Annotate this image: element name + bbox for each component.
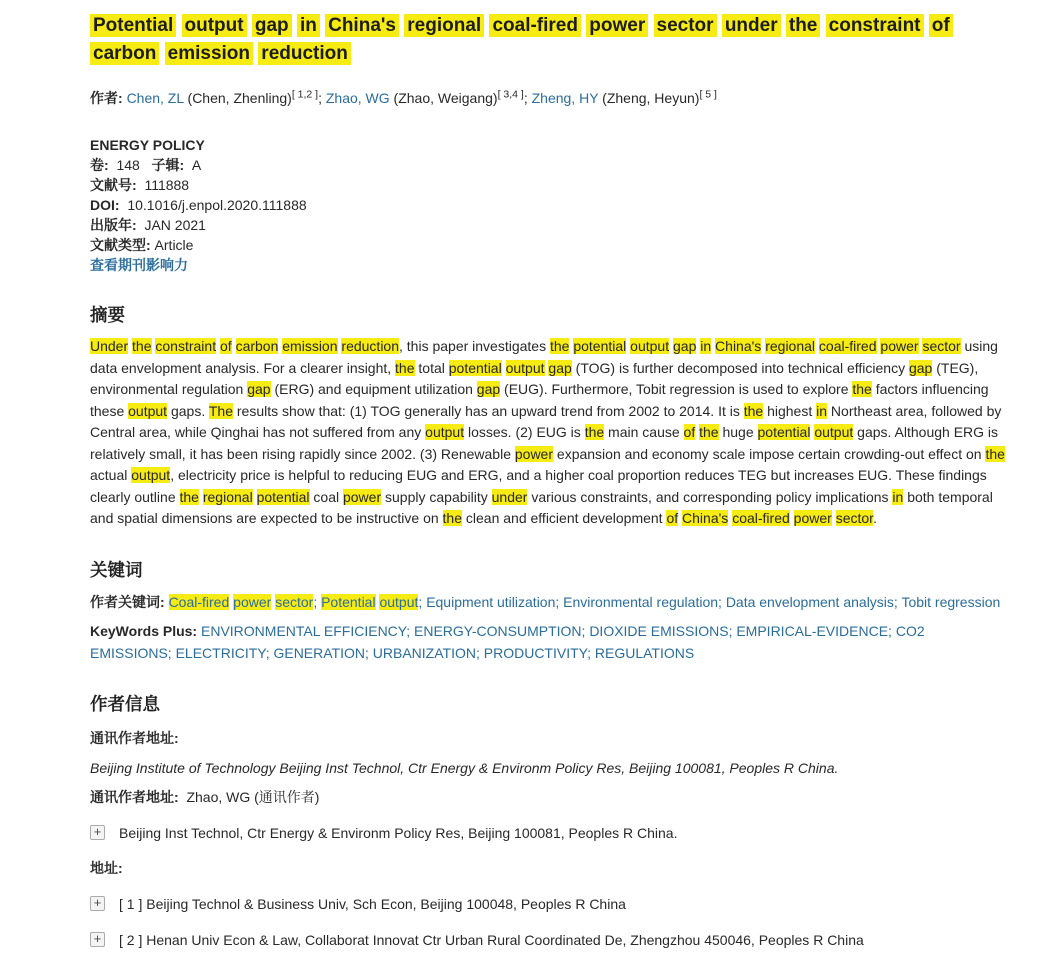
- link[interactable]: ;: [475, 644, 484, 661]
- link[interactable]: ;: [587, 644, 595, 661]
- expand-plus-icon[interactable]: +: [90, 896, 105, 911]
- link[interactable]: power: [233, 593, 272, 610]
- abstract-heading: 摘要: [90, 305, 125, 325]
- corresponding-org-row: [90, 824, 1005, 843]
- link[interactable]: URBANIZATION: [372, 644, 476, 661]
- link[interactable]: ;: [418, 593, 427, 610]
- doc-type-row: 文献类型: Article: [90, 237, 194, 253]
- link[interactable]: ;: [888, 622, 896, 639]
- corresponding-author-line: 通讯作者地址: Zhao, WG (通讯作者): [90, 788, 320, 805]
- pub-year-row: 出版年: JAN 2021: [90, 217, 206, 233]
- link[interactable]: ;: [728, 622, 737, 639]
- address-row-2: [90, 931, 1005, 950]
- link[interactable]: DIOXIDE EMISSIONS: [589, 622, 729, 639]
- link[interactable]: REGULATIONS: [594, 644, 695, 661]
- link[interactable]: ELECTRICITY: [175, 644, 266, 661]
- link[interactable]: EMPIRICAL-EVIDENCE: [736, 622, 889, 639]
- keywords-heading: 关键词: [90, 559, 143, 580]
- address-text: [ 1 ] Beijing Technol & Business Univ, Sch Econ, Beijing 100048, Peoples R China: [119, 895, 626, 912]
- link[interactable]: Tobit regression: [901, 593, 1001, 610]
- journal-block: [90, 135, 1005, 275]
- link[interactable]: ;: [555, 593, 564, 610]
- link[interactable]: ;: [313, 593, 322, 610]
- address-row-1: [90, 895, 1005, 914]
- expand-plus-icon[interactable]: +: [90, 825, 105, 840]
- expand-plus-icon[interactable]: +: [90, 932, 105, 947]
- link[interactable]: ;: [406, 622, 415, 639]
- page-title: Potential output gap in China's regional coal-fired power sector under the constraint of carbon emission reduction: [90, 12, 975, 68]
- doi-row: DOI: 10.1016/j.enpol.2020.111888: [90, 197, 307, 213]
- author-keywords-line: 作者关键词: Coal-fired power sector; Potential output; Equipment utilization; Environmental regulation; Data envelopment analysis; Tobit regression: [90, 593, 1001, 610]
- link[interactable]: CO2 EMISSIONS: [90, 622, 929, 661]
- author-info-heading: 作者信息: [90, 693, 160, 714]
- address-text: [ 2 ] Henan Univ Econ & Law, Collaborat Innovat Ctr Urban Rural Coordinated De, Zhengzhou 450046, Peoples R China: [119, 931, 864, 948]
- link[interactable]: ;: [893, 593, 902, 610]
- link[interactable]: Coal-fired: [168, 593, 230, 610]
- link[interactable]: ;: [365, 644, 373, 661]
- link[interactable]: ENVIRONMENTAL EFFICIENCY: [201, 622, 407, 639]
- link[interactable]: ;: [581, 622, 590, 639]
- link[interactable]: Chen, ZL: [126, 90, 184, 106]
- link[interactable]: Potential: [321, 593, 376, 610]
- link[interactable]: output: [379, 593, 419, 610]
- corresponding-address-label: 通讯作者地址:: [90, 729, 179, 746]
- link[interactable]: Zheng, HY: [531, 90, 599, 106]
- corresponding-address-text: Beijing Institute of Technology Beijing Inst Technol, Ctr Energy & Environm Policy Res, Beijing 100081, Peoples R China.: [90, 759, 839, 776]
- article-number-row: 文献号: 111888: [90, 177, 190, 193]
- link[interactable]: Environmental regulation: [563, 593, 719, 610]
- addresses-label: 地址:: [90, 859, 123, 876]
- keywords-plus-line: KeyWords Plus: ENVIRONMENTAL EFFICIENCY; ENERGY-CONSUMPTION; DIOXIDE EMISSIONS; EMPIRICAL-EVIDENCE; CO2 EMISSIONS; ELECTRICITY; GENERATION; URBANIZATION; PRODUCTIVITY; REGULATIONS: [90, 622, 929, 661]
- link[interactable]: sector: [275, 593, 314, 610]
- link[interactable]: Zhao, WG: [325, 90, 390, 106]
- link[interactable]: ;: [265, 644, 274, 661]
- link[interactable]: Equipment utilization: [426, 593, 556, 610]
- link[interactable]: GENERATION: [273, 644, 365, 661]
- link[interactable]: ;: [718, 593, 726, 610]
- volume-row: 卷: 148 子辑: A: [90, 157, 202, 173]
- view-journal-impact-link[interactable]: 查看期刊影响力: [90, 257, 188, 273]
- abstract-text: Under the constraint of carbon emission reduction, this paper investigates the potential output gap in China's regional coal-fired power sector using data envelopment analysis. For a clearer insight, the total potential output gap (TOG) is further decomposed into technical efficiency gap (TEG), environmental regulation gap (ERG) and equipment utilization gap (EUG). Furthermore, Tobit regression is used to explore the factors influencing these output gaps. The results show that: (1) TOG generally has an upward trend from 2002 to 2014. It is the highest in Northeast area, followed by Central area, while Qinghai has not suffered from any output losses. (2) EUG is the main cause of the huge potential output gaps. Although ERG is relatively small, it has been rising rapidly since 2002. (3) Renewable power expansion and economy scale impose certain crowding-out effect on the actual output, electricity price is helpful to reducing EUG and ERG, and a higher coal proportion reduces TEG but increases EUG. These findings clearly outline the regional potential coal power supply capability under various constraints, and corresponding policy implications in both temporal and spatial dimensions are expected to be instructive on the clean and efficient development of China's coal-fired power sector.: [90, 338, 1009, 526]
- link[interactable]: ;: [167, 644, 176, 661]
- corresponding-org-address: Beijing Inst Technol, Ctr Energy & Environm Policy Res, Beijing 100081, Peoples R China.: [119, 824, 678, 841]
- link[interactable]: ENERGY-CONSUMPTION: [414, 622, 582, 639]
- journal-name: ENERGY POLICY: [90, 137, 205, 153]
- link[interactable]: Data envelopment analysis: [725, 593, 894, 610]
- authors-line: 作者: Chen, ZL (Chen, Zhenling)[ 1,2 ]; Zhao, WG (Zhao, Weigang)[ 3,4 ]; Zheng, HY (Zheng, Heyun)[ 5 ]: [90, 88, 717, 106]
- link[interactable]: PRODUCTIVITY: [483, 644, 588, 661]
